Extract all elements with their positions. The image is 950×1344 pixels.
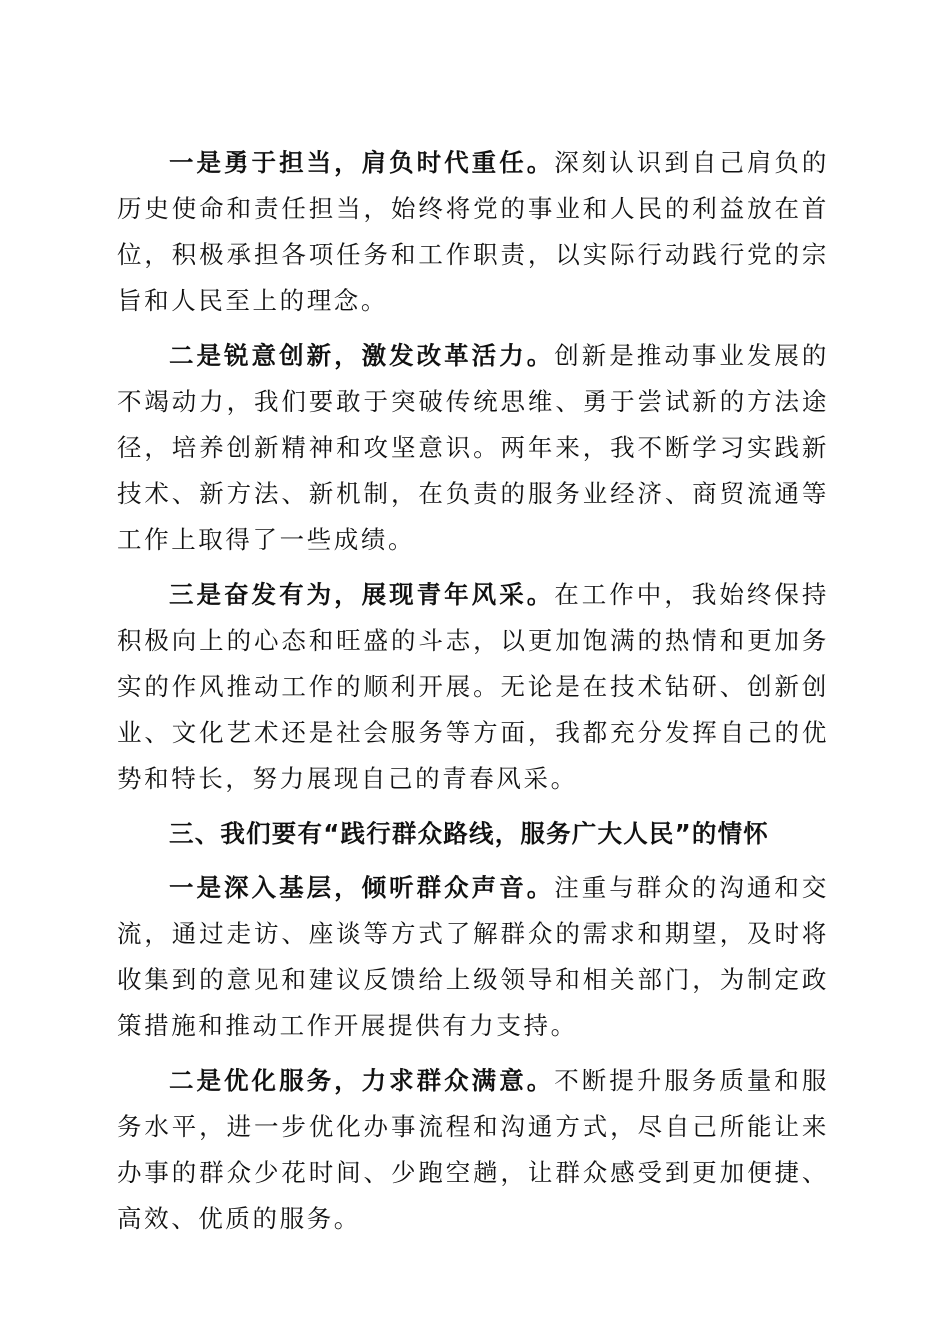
paragraph-text: 深刻认识到自己肩负的历史使命和责任担当，始终将党的事业和人民的利益放在首位，积极承担各项任务和工作职责，以实际行动践行党的宗旨和人民至上的理念。 bbox=[117, 148, 830, 315]
paragraph-grassroots bbox=[117, 865, 829, 1049]
paragraph-text: 不断提升服务质量和服务水平，进一步优化办事流程和沟通方式，尽自己所能让来办事的群众少花时间、少跑空趟，让群众感受到更加便捷、高效、优质的服务。 bbox=[117, 1066, 830, 1233]
paragraph-text: 在工作中，我始终保持积极向上的心态和旺盛的斗志，以更加饱满的热情和更加务实的作风推动工作的顺利开展。无论是在技术钻研、创新创业、文化艺术还是社会服务等方面，我都充分发挥自己的优势和特长，努力展现自己的青春风采。 bbox=[117, 580, 830, 793]
paragraph-lead: 三是奋发有为，展现青年风采。 bbox=[169, 580, 555, 609]
section-heading: 三、我们要有“践行群众路线，服务广大人民”的情怀 bbox=[169, 819, 770, 848]
paragraph-text: 创新是推动事业发展的不竭动力，我们要敢于突破传统思维、勇于尝试新的方法途径，培养创新精神和攻坚意识。两年来，我不断学习实践新技术、新方法、新机制，在负责的服务业经济、商贸流通等工作上取得了一些成绩。 bbox=[117, 341, 830, 554]
paragraph-youth-spirit bbox=[117, 572, 829, 802]
paragraph-service bbox=[117, 1058, 829, 1242]
paragraph-lead: 一是深入基层，倾听群众声音。 bbox=[169, 873, 555, 902]
paragraph-text: 注重与群众的沟通和交流，通过走访、座谈等方式了解群众的需求和期望，及时将收集到的意见和建议反馈给上级领导和相关部门，为制定政策措施和推动工作开展提供有力支持。 bbox=[117, 873, 830, 1040]
paragraph-lead: 二是优化服务，力求群众满意。 bbox=[169, 1066, 555, 1095]
paragraph-innovation bbox=[117, 333, 829, 563]
paragraph-lead: 二是锐意创新，激发改革活力。 bbox=[169, 341, 555, 370]
paragraph-lead: 一是勇于担当，肩负时代重任。 bbox=[169, 148, 555, 177]
document-body bbox=[117, 140, 829, 1251]
paragraph-shouldering-responsibility bbox=[117, 140, 829, 324]
